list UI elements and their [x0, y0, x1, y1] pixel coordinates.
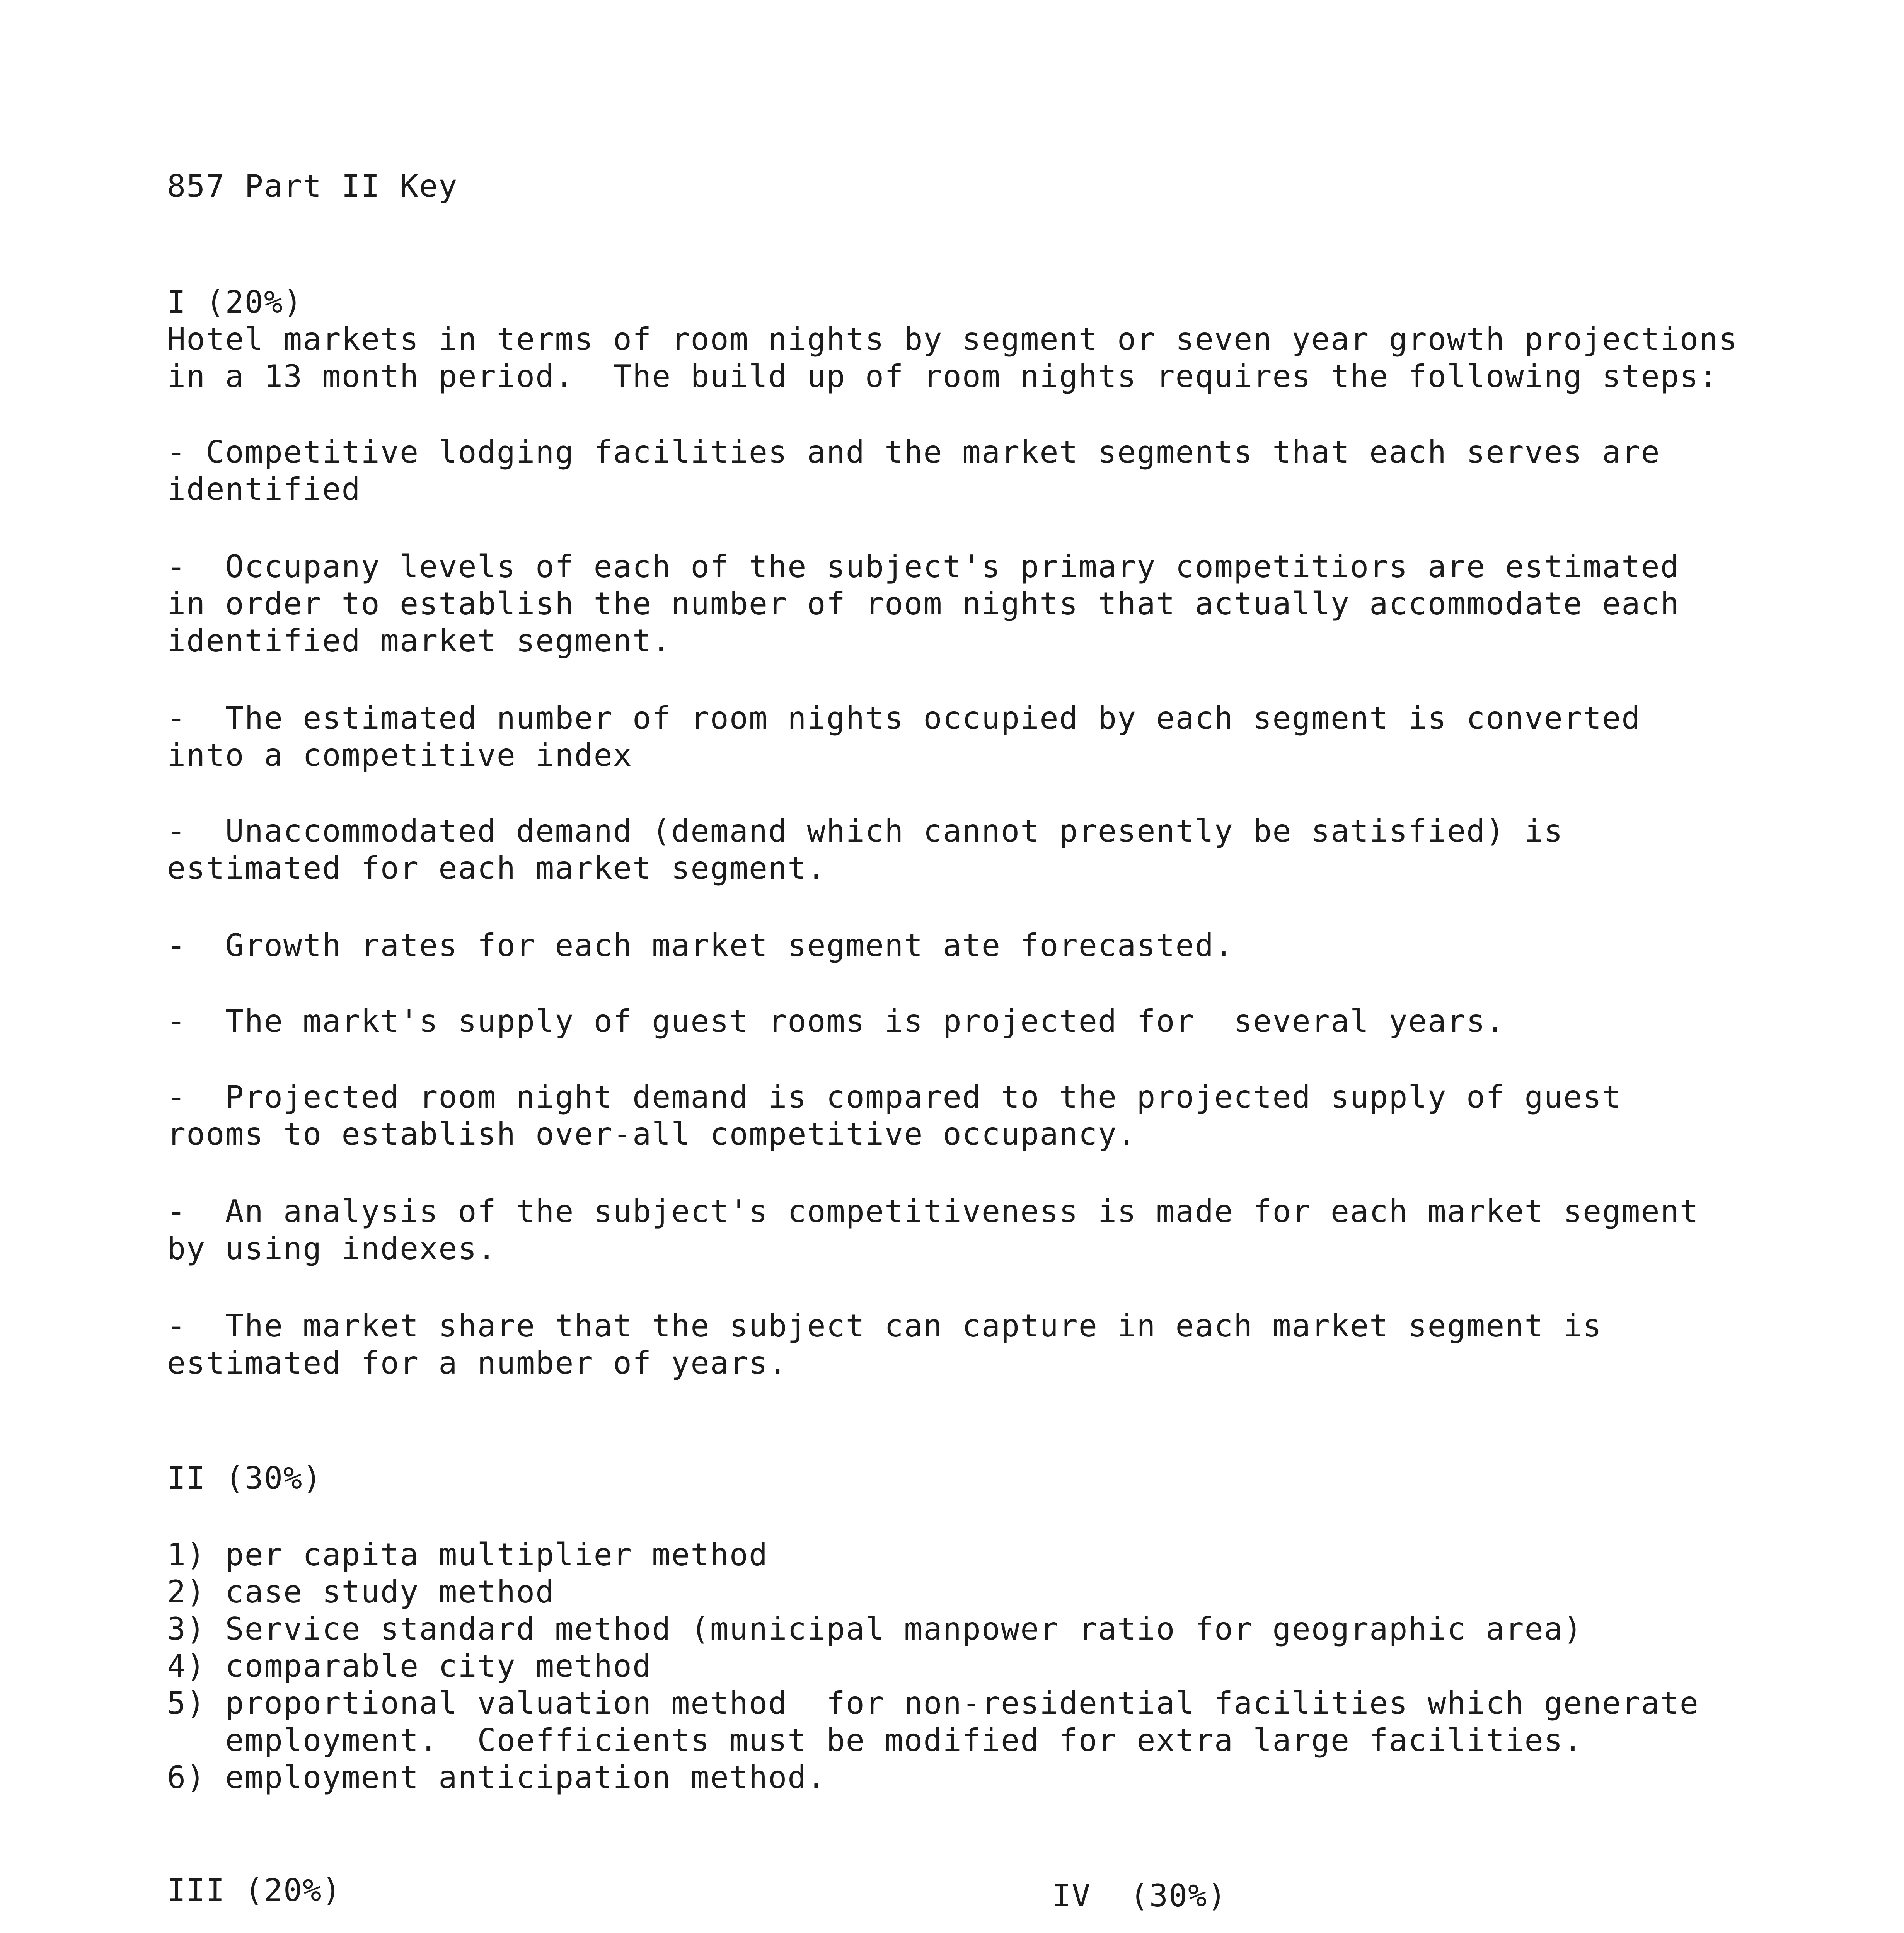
method-item-5: 5) proportional valuation method for non-residential facilities which generate: [167, 1685, 1699, 1721]
method-item-2: 2) case study method: [167, 1574, 555, 1610]
step-1-line-1: - Competitive lodging facilities and the market segments that each serves are: [167, 434, 1660, 470]
step-1-line-2: identified: [167, 471, 361, 507]
step-7-line-2: rooms to establish over-all competitive occupancy.: [167, 1116, 1137, 1152]
method-item-1: 1) per capita multiplier method: [167, 1537, 769, 1573]
step-4-line-2: estimated for each market segment.: [167, 850, 827, 886]
method-item-5-continued: employment. Coefficients must be modified for extra large facilities.: [167, 1722, 1583, 1758]
step-2-line-2: in order to establish the number of room nights that actually accommodate each: [167, 586, 1680, 622]
section-1-intro-line-2: in a 13 month period. The build up of room nights requires the following steps:: [167, 358, 1719, 394]
section-3-heading: III (20%): [167, 1872, 342, 1908]
step-4-line-1: - Unaccommodated demand (demand which cannot presently be satisfied) is: [167, 813, 1563, 849]
step-9-line-1: - The market share that the subject can capture in each market segment is: [167, 1308, 1602, 1344]
step-3-line-1: - The estimated number of room nights occupied by each segment is converted: [167, 700, 1641, 736]
section-2-heading: II (30%): [167, 1460, 322, 1496]
method-item-4: 4) comparable city method: [167, 1648, 652, 1684]
step-2-line-1: - Occupany levels of each of the subject's primary competitiors are estimated: [167, 549, 1680, 585]
section-1-intro-line-1: Hotel markets in terms of room nights by segment or seven year growth projections: [167, 321, 1738, 357]
section-4-heading: IV (30%): [1052, 1878, 1227, 1914]
step-3-line-2: into a competitive index: [167, 737, 632, 773]
section-1-heading: I (20%): [167, 284, 303, 320]
step-5-line-1: - Growth rates for each market segment ate forecasted.: [167, 927, 1234, 963]
step-8-line-1: - An analysis of the subject's competitiveness is made for each market segment: [167, 1193, 1699, 1229]
method-item-3: 3) Service standard method (municipal manpower ratio for geographic area): [167, 1611, 1583, 1647]
step-7-line-1: - Projected room night demand is compared to the projected supply of guest: [167, 1079, 1622, 1115]
step-2-line-3: identified market segment.: [167, 623, 672, 659]
step-9-line-2: estimated for a number of years.: [167, 1345, 788, 1381]
step-6-line-1: - The markt's supply of guest rooms is projected for several years.: [167, 1003, 1505, 1039]
method-item-6: 6) employment anticipation method.: [167, 1759, 827, 1795]
page-title: 857 Part II Key: [167, 168, 458, 204]
step-8-line-2: by using indexes.: [167, 1231, 497, 1267]
